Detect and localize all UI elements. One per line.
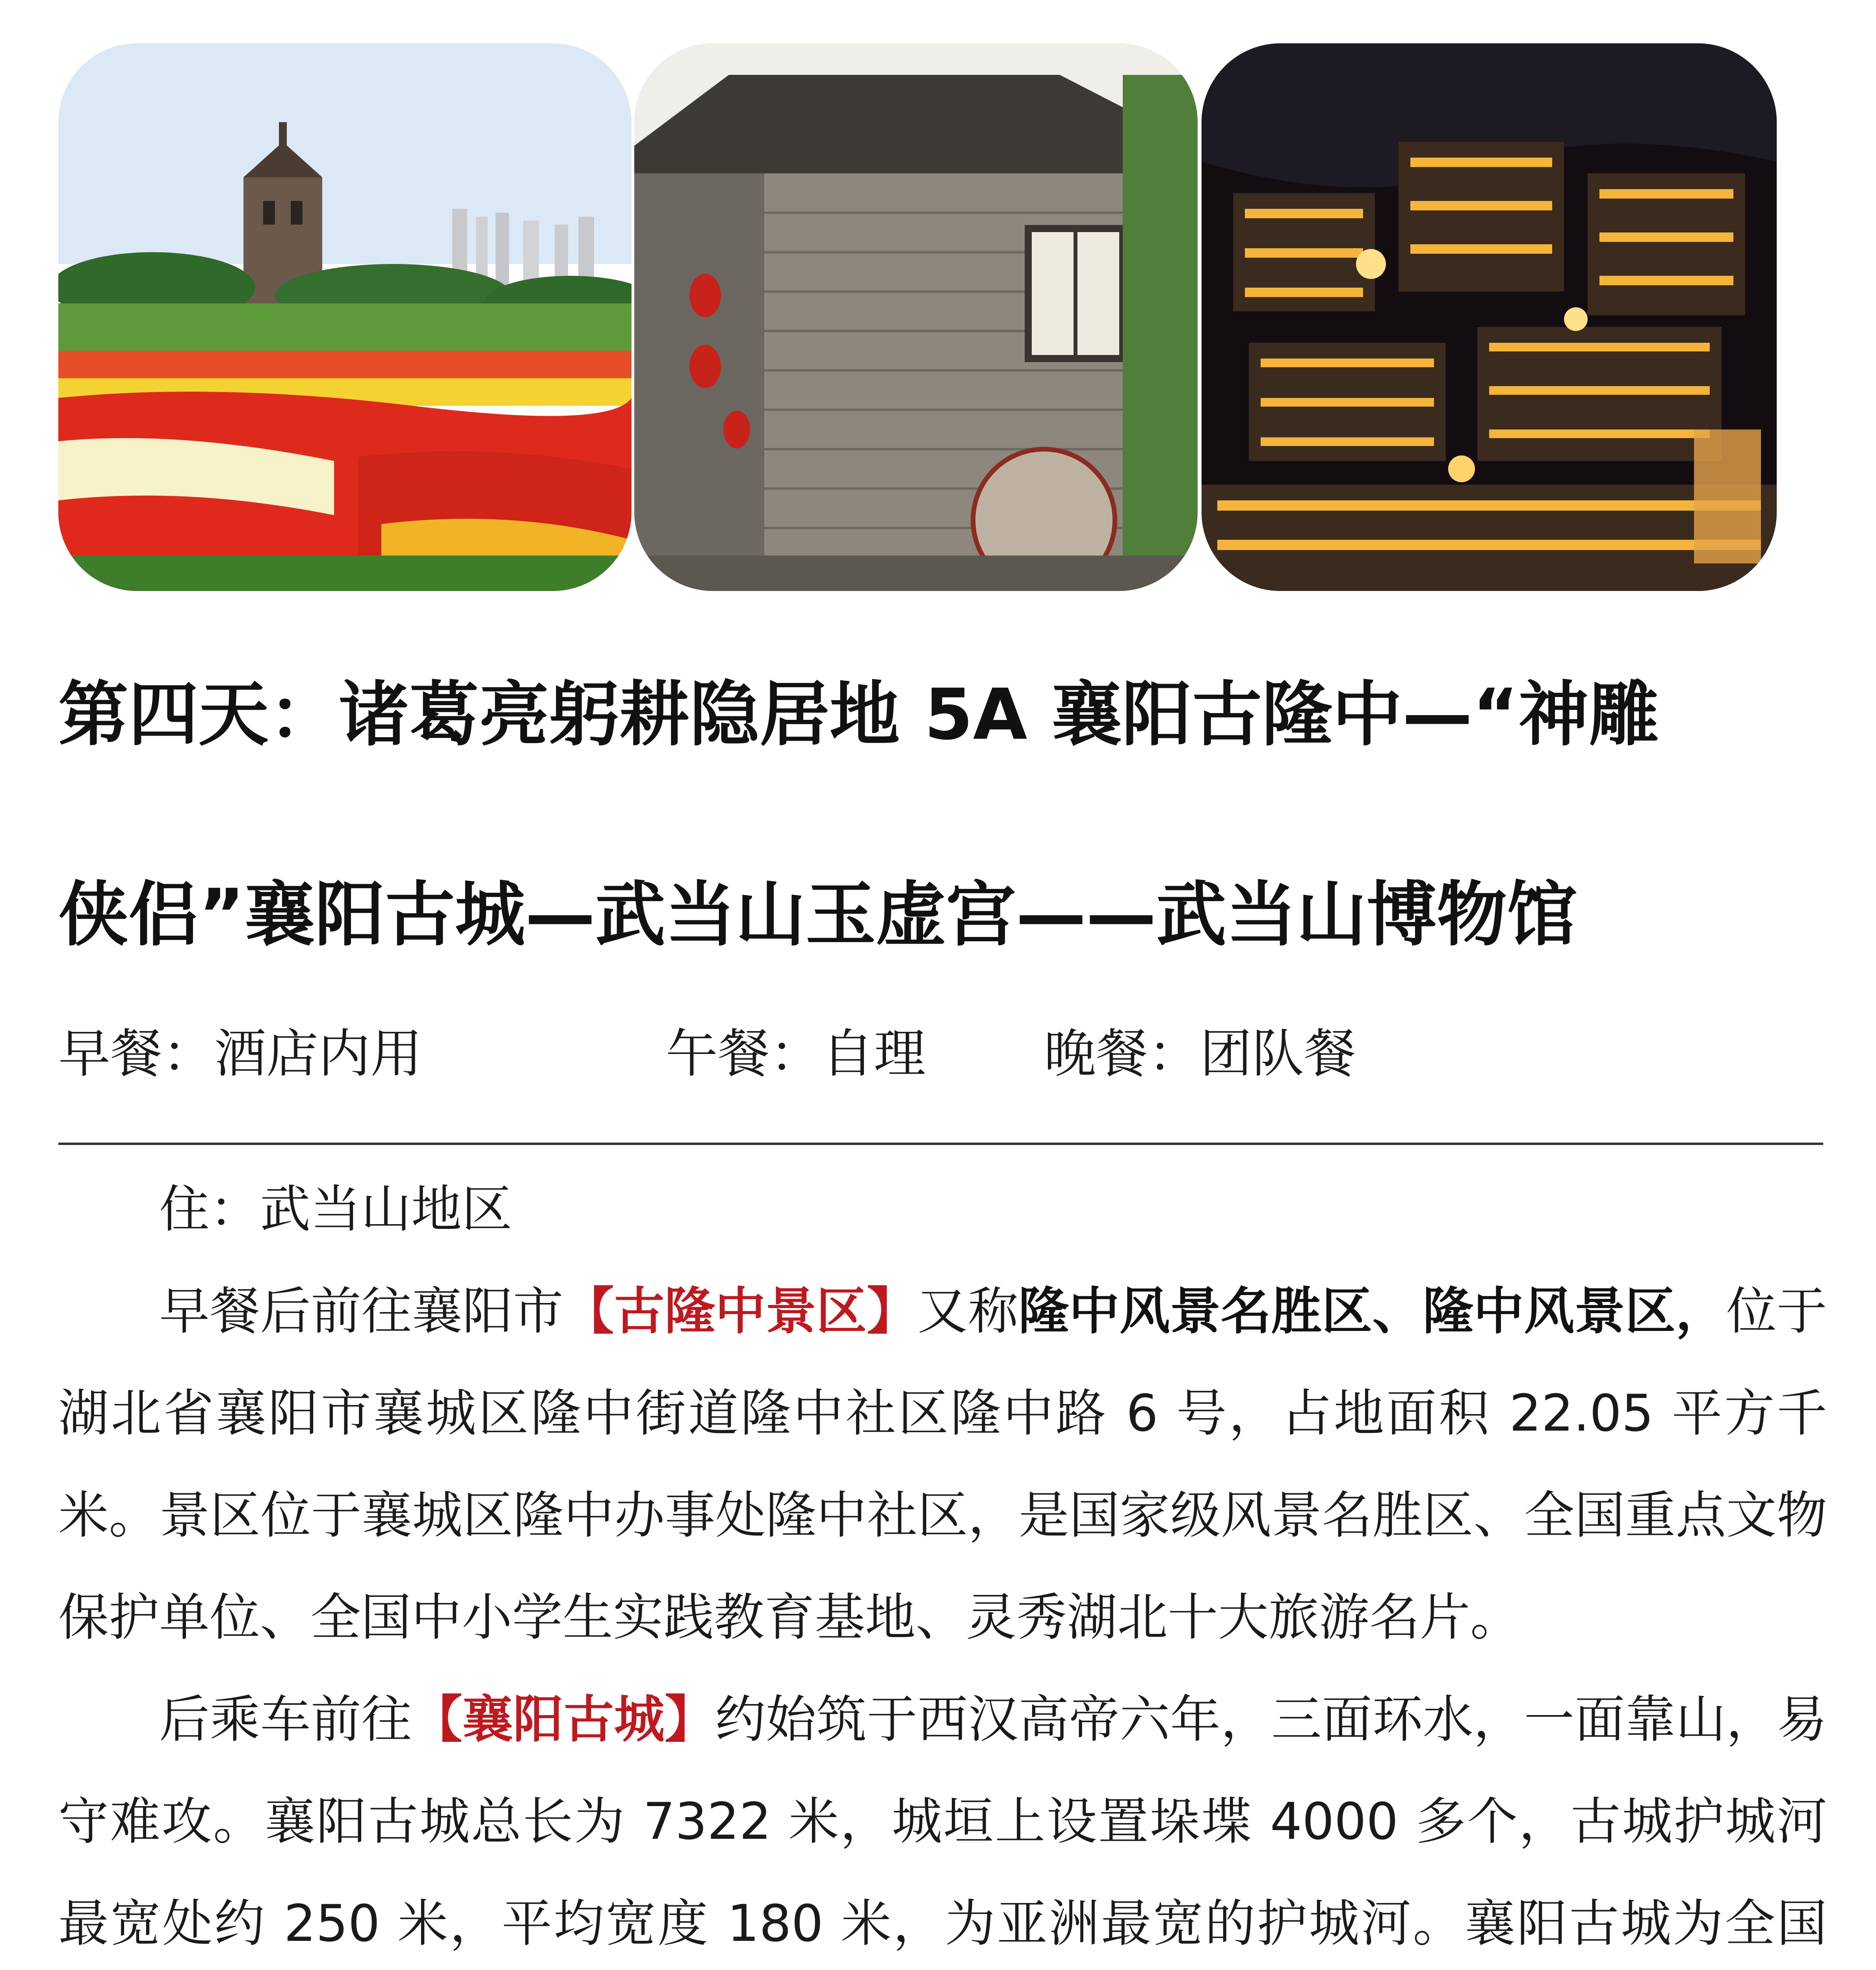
meals-row bbox=[0, 1017, 1876, 1091]
garden-with-tower-photo bbox=[58, 43, 632, 591]
paragraph-longzhong-intro: 早餐后前往襄阳市 bbox=[159, 1282, 564, 1341]
day-title bbox=[58, 615, 1831, 1015]
meal-lunch: 午餐：自理 bbox=[666, 1024, 926, 1084]
paragraph-xiangyang-intro: 后乘车前往 bbox=[159, 1690, 412, 1749]
paragraph-xiangyang bbox=[58, 1669, 1827, 1970]
day-title-line-1: 第四天：诸葛亮躬耕隐居地 5A 襄阳古隆中—“神雕 bbox=[58, 674, 1659, 755]
paragraph-longzhong bbox=[58, 1260, 1827, 1669]
meal-breakfast: 早餐：酒店内用 bbox=[58, 1024, 422, 1084]
meal-dinner: 晚餐：团队餐 bbox=[1044, 1024, 1356, 1084]
day-title-line-2: 侠侣”襄阳古城—武当山玉虚宫——武当山博物馆 bbox=[58, 874, 1577, 955]
spot-name-xiangyang: 【襄阳古城】 bbox=[412, 1690, 715, 1749]
spot-name-longzhong: 【古隆中景区】 bbox=[563, 1282, 918, 1341]
accommodation: 住：武当山地区 bbox=[159, 1180, 513, 1239]
paragraph-xiangyang-text: 约始筑于西汉高帝六年，三面环水，一面靠山，易守难攻。襄阳古城总长为 7322 米，城垣上设置垛堞 4000 多个，古城护城河最宽处约 250 米，平均宽度 180 米，为亚洲最宽的护城河。襄阳古城为全国 bbox=[58, 1690, 1827, 1953]
ancient-street-gate-photo bbox=[634, 43, 1198, 591]
night-town-lights-photo bbox=[1202, 43, 1777, 591]
paragraph-longzhong-aka: 又称 bbox=[917, 1282, 1019, 1341]
alias-longzhong: 隆中风景名胜区、隆中风景区， bbox=[1018, 1282, 1726, 1341]
itinerary-body bbox=[58, 1158, 1827, 1970]
paragraph-longzhong-text: 位于湖北省襄阳市襄城区隆中街道隆中社区隆中路 6 号，占地面积 22.05 平方千米。景区位于襄城区隆中办事处隆中社区，是国家级风景名胜区、全国重点文物保护单位、全国中小学生实践教育基地、灵秀湖北十大旅游名片。 bbox=[58, 1282, 1827, 1647]
divider bbox=[58, 1143, 1823, 1145]
